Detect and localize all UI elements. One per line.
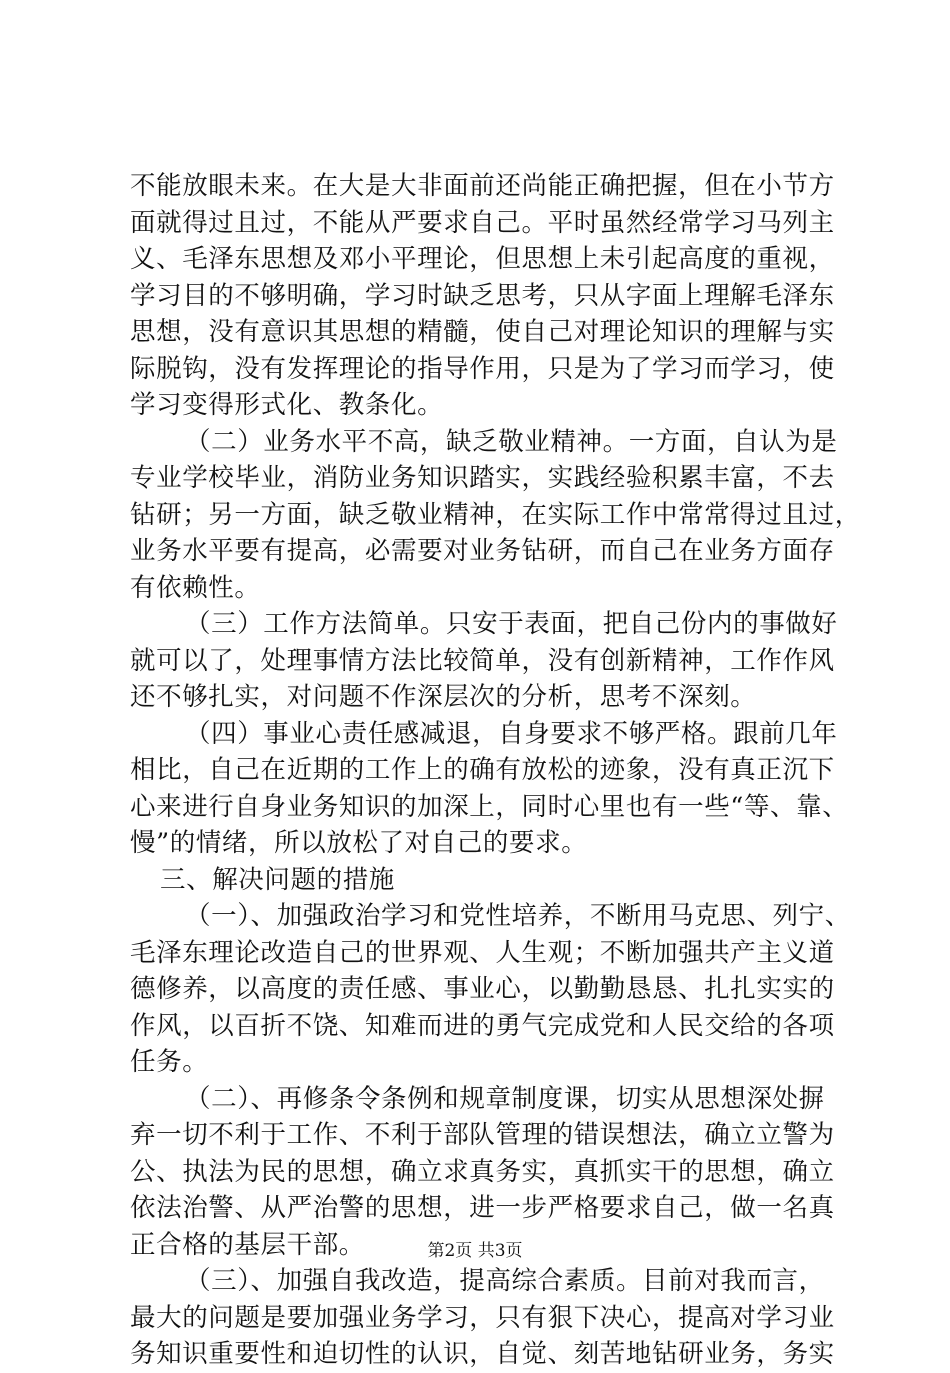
- section-heading: 三、解决问题的措施: [160, 864, 395, 895]
- body-text: [130, 168, 861, 1373]
- text-line: 业务水平要有提高，必需要对业务钻研，而自己在业务方面存: [130, 536, 835, 566]
- text-line: 德修养，以高度的责任感、事业心，以勤勤恳恳、扎扎实实的: [130, 974, 835, 1004]
- text-line: 学习变得形式化、教条化。: [130, 390, 444, 420]
- text-line: 义、毛泽东思想及邓小平理论，但思想上未引起高度的重视，: [130, 244, 835, 274]
- text-line: 依法治警、从严治警的思想，进一步严格要求自己，做一名真: [130, 1193, 835, 1223]
- text-line: 学习目的不够明确，学习时缺乏思考，只从字面上理解毛泽东: [130, 280, 835, 311]
- text-line: （四）事业心责任感减退，自身要求不够严格。跟前几年: [185, 718, 838, 749]
- text-line: 作风，以百折不饶、知难而进的勇气完成党和人民交给的各项: [130, 1010, 835, 1041]
- text-line: 任务。: [130, 1047, 209, 1077]
- text-line: 还不够扎实，对问题不作深层次的分析，思考不深刻。: [130, 682, 757, 712]
- text-line: 面就得过且过，不能从严要求自己。平时虽然经常学习马列主: [130, 207, 835, 238]
- text-line: （三）、加强自我改造，提高综合素质。目前对我而言，: [185, 1266, 825, 1296]
- text-line: （二）、再修条令条例和规章制度课，切实从思想深处摒: [185, 1083, 825, 1114]
- text-line: 钻研；另一方面，缺乏敬业精神，在实际工作中常常得过且过，: [130, 499, 861, 530]
- text-line: 不能放眼未来。在大是大非面前还尚能正确把握，但在小节方: [130, 171, 835, 201]
- text-line: 务知识重要性和迫切性的认识，自觉、刻苦地钻研业务，务实: [130, 1339, 835, 1369]
- text-line: 就可以了，处理事情方法比较简单，没有创新精神，工作作风: [130, 645, 835, 676]
- text-line: 正合格的基层干部。: [130, 1229, 365, 1260]
- text-line: 思想，没有意识其思想的精髓，使自己对理论知识的理解与实: [130, 317, 835, 347]
- text-line: （三）工作方法简单。只安于表面，把自己份内的事做好: [185, 609, 838, 639]
- text-line: 弃一切不利于工作、不利于部队管理的错误想法，确立立警为: [130, 1120, 835, 1150]
- text-line: （一）、加强政治学习和党性培养，不断用马克思、列宁、: [185, 901, 851, 931]
- text-line: 慢”的情绪，所以放松了对自己的要求。: [130, 828, 588, 858]
- text-line: 专业学校毕业，消防业务知识踏实，实践经验积累丰富，不去: [130, 463, 835, 493]
- text-line: 有依赖性。: [130, 572, 261, 603]
- text-line: （二）业务水平不高，缺乏敬业精神。一方面，自认为是: [185, 426, 838, 457]
- text-line: 最大的问题是要加强业务学习，只有狠下决心，提高对学习业: [130, 1302, 835, 1333]
- text-line: 心来进行自身业务知识的加深上，同时心里也有一些“等、靠、: [130, 791, 849, 822]
- text-line: 公、执法为民的思想，确立求真务实，真抓实干的思想，确立: [130, 1156, 835, 1187]
- text-line: 相比，自己在近期的工作上的确有放松的迹象，没有真正沉下: [130, 755, 835, 785]
- page-number-footer: 第2页 共3页: [427, 1241, 523, 1261]
- text-line: 际脱钩，没有发挥理论的指导作用，只是为了学习而学习，使: [130, 353, 835, 384]
- text-line: 毛泽东理论改造自己的世界观、人生观；不断加强共产主义道: [130, 937, 835, 968]
